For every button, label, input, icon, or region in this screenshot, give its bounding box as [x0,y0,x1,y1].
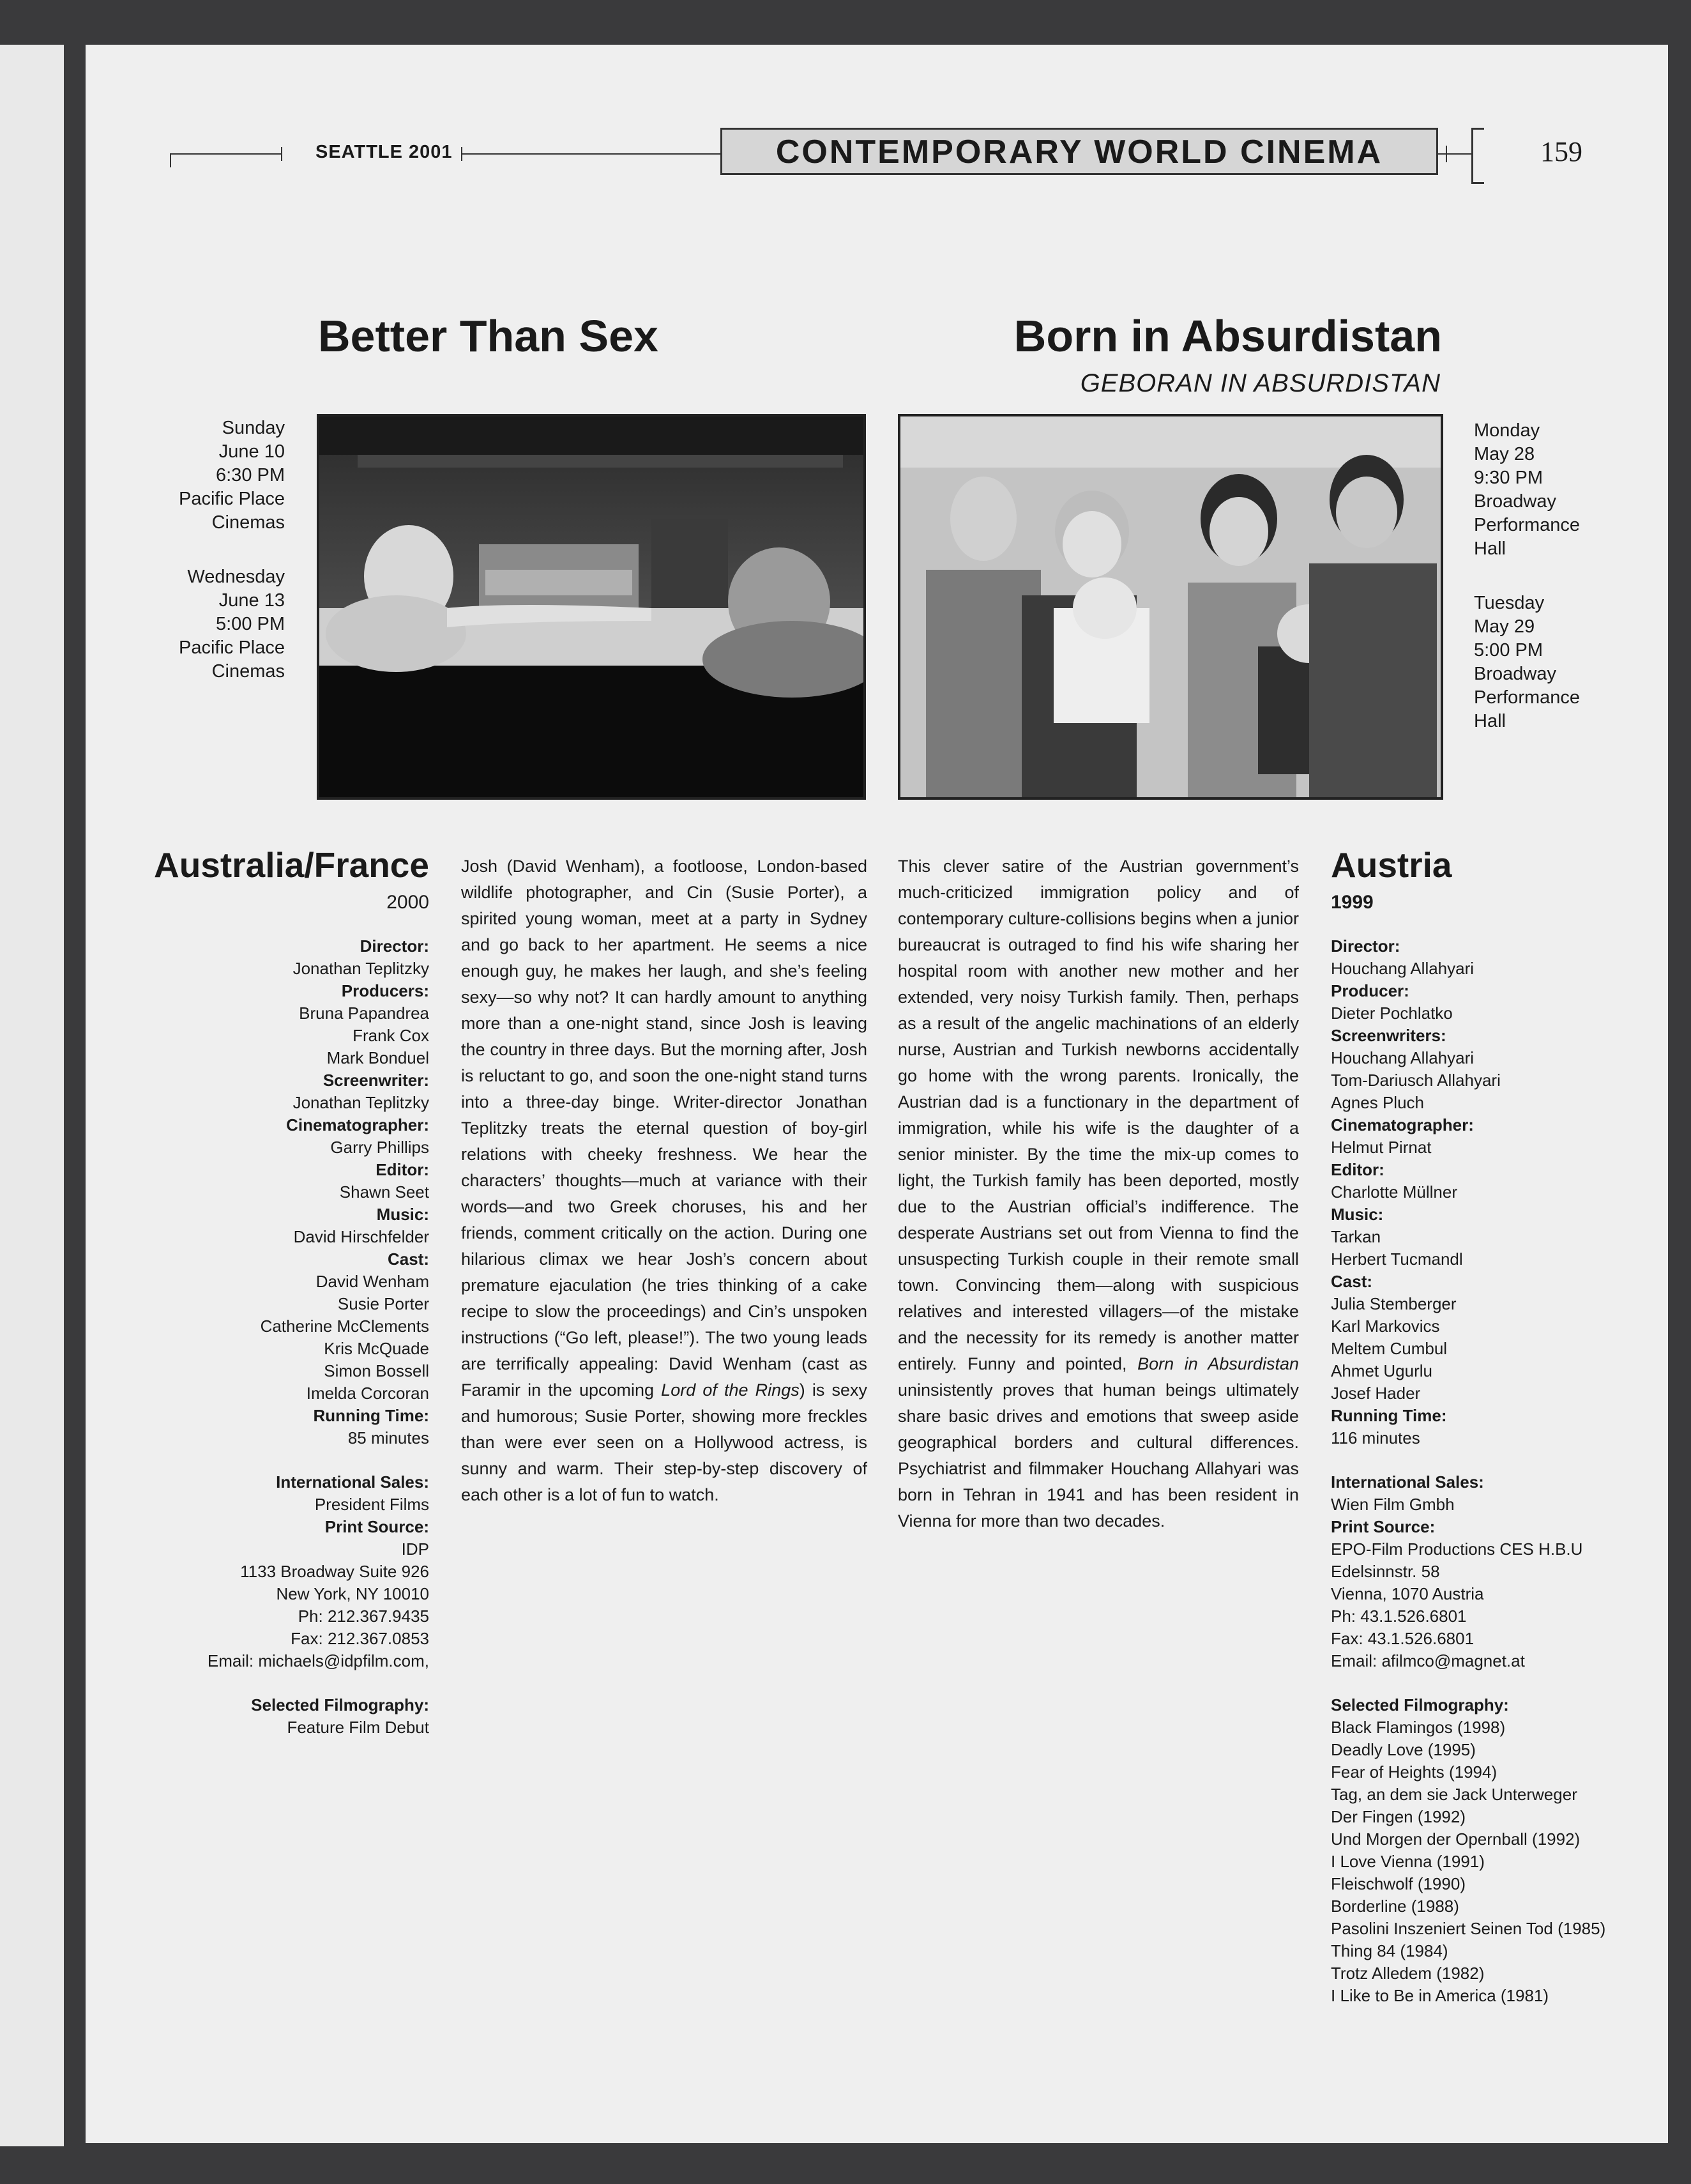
credit-value: Julia Stemberger [1331,1294,1457,1313]
production-year: 2000 [386,892,429,913]
screening-block [179,416,285,535]
screening-line: June 13 [218,590,285,611]
edition-label: SEATTLE 2001 [315,142,453,162]
credit-value: EPO-Film Productions CES H.B.U [1331,1539,1583,1559]
credit-value: Fear of Heights (1994) [1331,1762,1498,1782]
credit-value: Mark Bonduel [326,1048,429,1067]
credit-value: Email: michaels@idpfilm.com, [207,1651,429,1670]
credit-value: David Hirschfelder [293,1227,429,1246]
credit-value: Josef Hader [1331,1384,1421,1403]
credit-label: Cast: [1331,1272,1373,1291]
credit-value: 116 minutes [1331,1428,1420,1447]
italic-title: Lord of the Rings [661,1380,800,1400]
credit-label: Screenwriter: [322,1071,429,1090]
spacer [1331,1672,1605,1694]
credit-value: Feature Film Debut [287,1718,429,1737]
credit-value: Fleischwolf (1990) [1331,1874,1466,1893]
credit-value: Tarkan [1331,1227,1381,1246]
screening-line: Performance [1474,515,1581,535]
credit-value: Ahmet Ugurlu [1331,1361,1432,1380]
page-number: 159 [1540,136,1582,167]
screening-line: Sunday [222,418,285,438]
screening-line: May 28 [1474,444,1535,464]
spacer [208,1449,429,1471]
credit-value: Houchang Allahyari [1331,959,1475,978]
synopsis-text: Josh (David Wenham), a footloose, London-based wildlife photographer, and Cin (Susie Porter), a spirited young woman, meet at a party in Sydney and go back to her apartment. He seems a nice enough guy, he makes her laugh, and she’s feeling sexy—so why not? It can hardly amount to anything more than a one-night stand, since Josh is leaving the country in three days. But the morning after, Josh is reluctant to go, and soon the one-night stand turns into a three-day binge. Writer-director Jonathan Teplitzky treats the eternal question of boy-girl relations with cheeky freshness. We hear the characters’ thoughts—much at variance with their words—and two Greek choruses, his and her friends, comment critically on the action. During one hilarious climax we hear Josh’s concern about premature ejaculation (he tries thinking of a cake recipe to slow the proceedings) and Cin’s unspoken instructions (“Go left, please!”). The two young leads are terrifically appealing: David Wenham (cast as Faramir in the upcoming [461,857,867,1400]
italic-title: Born in Absurdistan [1137,1354,1299,1373]
credit-label: Director: [360,936,429,956]
production-country: Austria [1331,845,1452,885]
credit-value: Kris McQuade [324,1339,429,1358]
credit-value: Deadly Love (1995) [1331,1740,1476,1759]
credit-label: Director: [1331,936,1400,956]
credit-label: Cinematographer: [286,1115,429,1134]
credit-value: Imelda Corcoran [306,1384,429,1403]
screening-times [179,416,285,714]
credit-value: Garry Phillips [330,1138,429,1157]
screening-line: Monday [1474,420,1540,441]
credit-value: President Films [314,1495,429,1514]
screening-line: 5:00 PM [216,614,285,634]
credit-value: 1133 Broadway Suite 926 [240,1562,429,1581]
synopsis-text: uninsistently proves that human beings ultimately share basic drives and emotions that sweep aside geographical borders and cultural differences. Psychiatrist and filmmaker Houchang Allahyari was born in Tehran in 1941 and has been resident in Vienna for more than two decades. [898,1380,1299,1531]
synopsis-text: ) is sexy and humorous; Susie Porter, showing more freckles than were ever seen on a Hollywood actress, is sunny and warm. Their step-by-step discovery of each other is a lot of fun to watch. [461,1380,868,1504]
credit-value: Borderline (1988) [1331,1897,1459,1916]
header-rule-middle [461,153,720,155]
credit-label: Selected Filmography: [251,1695,429,1714]
credit-value: Bruna Papandrea [299,1004,429,1023]
credit-value: Der Fingen (1992) [1331,1807,1466,1826]
credit-value: David Wenham [315,1272,429,1291]
credit-value: Wien Film Gmbh [1331,1495,1455,1514]
screening-line: Performance [1474,687,1581,708]
header-tick [281,147,282,161]
screening-line: May 29 [1474,616,1535,637]
credit-label: Editor: [375,1160,429,1179]
section-title: CONTEMPORARY WORLD CINEMA [720,128,1438,175]
screening-times [1474,419,1580,764]
film-original-title: GEBORAN IN ABSURDISTAN [1080,369,1441,397]
credits-list [1331,935,1605,2007]
credit-value: Ph: 43.1.526.6801 [1331,1607,1467,1626]
credit-value: I Like to Be in America (1981) [1331,1986,1549,2005]
screening-line: 6:30 PM [216,465,285,485]
credit-value: Tom-Dariusch Allahyari [1331,1071,1501,1090]
credit-value: Frank Cox [353,1026,429,1045]
bathtub-scene-image [319,416,863,797]
screening-line: 9:30 PM [1474,468,1543,488]
screening-line: Cinemas [211,512,285,533]
film-still-photo [317,414,866,800]
spacer [208,1672,429,1694]
credit-label: Editor: [1331,1160,1384,1179]
credit-value: Karl Markovics [1331,1317,1440,1336]
credit-value: 85 minutes [347,1428,429,1447]
header-tick [1446,146,1447,162]
credit-value: Meltem Cumbul [1331,1339,1448,1358]
synopsis-text: This clever satire of the Austrian government’s much-criticized immigration policy and of contemporary culture-collisions begins when a junior bureaucrat is outraged to find his wife sharing her hospital room with another new mother and her extended, very noisy Turkish family. Then, perhaps as a result of the angelic machinations of an elderly nurse, Austrian and Turkish newborns accidentally go home with the wrong parents. Ironically, the Austrian dad is a functionary in the department of immigration, while his wife is the daughter of a senior minister. By the time the mix-up comes to light, the Turkish family has been deported, mostly due to the Austrian official’s indifference. The desperate Austrians set out from Vienna to find the unsuspecting Turkish couple in their remote small town. Convincing them—along with suspicious relatives and interested villagers—of the mistake and the necessity for its remedy is another matter entirely. Funny and pointed, [898,857,1299,1373]
header-bracket [1471,128,1484,184]
film-still-photo [898,414,1443,800]
family-portrait-image [900,416,1441,797]
credit-value: Fax: 212.367.0853 [291,1629,429,1648]
screening-line: Broadway [1474,491,1556,512]
credit-value: Jonathan Teplitzky [292,1093,429,1112]
credit-value: Helmut Pirnat [1331,1138,1432,1157]
credit-label: International Sales: [276,1472,429,1492]
screening-line: Hall [1474,538,1506,559]
header-rule-left [170,153,281,155]
credit-label: Music: [1331,1205,1384,1224]
credit-label: Screenwriters: [1331,1026,1446,1045]
credit-label: Music: [376,1205,429,1224]
screening-line: Cinemas [211,661,285,682]
credit-label: Running Time: [313,1406,429,1425]
credit-label: Producers: [341,981,429,1000]
credit-value: Simon Bossell [324,1361,429,1380]
production-year: 1999 [1331,892,1374,913]
synopsis [898,853,1299,1534]
credit-value: New York, NY 10010 [276,1584,429,1603]
credit-value: Charlotte Müllner [1331,1182,1457,1202]
credit-value: Black Flamingos (1998) [1331,1718,1506,1737]
credit-value: Thing 84 (1984) [1331,1941,1448,1960]
screening-block [1474,419,1580,561]
credit-label: Print Source: [324,1517,429,1536]
screening-line: 5:00 PM [1474,640,1543,661]
credit-value: Pasolini Inszeniert Seinen Tod (1985) [1331,1919,1606,1938]
screening-block [179,565,285,683]
screening-line: Broadway [1474,664,1556,684]
previous-page-edge [0,45,64,2146]
credit-value: Edelsinnstr. 58 [1331,1562,1440,1581]
credit-value: Jonathan Teplitzky [292,959,429,978]
production-country: Australia/France [153,845,429,885]
film-title: Born in Absurdistan [1013,311,1442,361]
credit-label: Selected Filmography: [1331,1695,1509,1714]
screening-line: June 10 [218,441,285,462]
screening-block [1474,592,1580,733]
credit-value: I Love Vienna (1991) [1331,1852,1485,1871]
credit-value: Houchang Allahyari [1331,1048,1475,1067]
credits-list [208,935,429,1739]
credit-value: IDP [401,1539,429,1559]
credit-label: Cinematographer: [1331,1115,1474,1134]
credit-value: Susie Porter [337,1294,429,1313]
credit-value: Und Morgen der Opernball (1992) [1331,1829,1581,1849]
credit-value: Vienna, 1070 Austria [1331,1584,1484,1603]
screening-line: Pacific Place [178,489,285,509]
credit-value: Herbert Tucmandl [1331,1249,1463,1269]
credit-value: Tag, an dem sie Jack Unterweger [1331,1785,1577,1804]
screening-line: Pacific Place [178,638,285,658]
header-rule-right [1438,153,1471,155]
credit-value: Shawn Seet [339,1182,429,1202]
screening-line: Wednesday [187,567,285,587]
credit-value: Agnes Pluch [1331,1093,1424,1112]
screening-line: Tuesday [1474,593,1545,613]
credit-value: Fax: 43.1.526.6801 [1331,1629,1475,1648]
synopsis [461,853,867,1508]
credit-value: Email: afilmco@magnet.at [1331,1651,1525,1670]
screening-line: Hall [1474,711,1506,731]
credit-value: Dieter Pochlatko [1331,1004,1453,1023]
credit-label: Print Source: [1331,1517,1436,1536]
credit-label: Producer: [1331,981,1409,1000]
credit-label: Running Time: [1331,1406,1447,1425]
credit-label: International Sales: [1331,1472,1484,1492]
credit-value: Ph: 212.367.9435 [298,1607,429,1626]
credit-label: Cast: [387,1249,429,1269]
credit-value: Catherine McClements [260,1317,429,1336]
spacer [1331,1449,1605,1471]
header-tick [170,153,171,167]
film-title: Better Than Sex [318,311,658,361]
credit-value: Trotz Alledem (1982) [1331,1964,1485,1983]
